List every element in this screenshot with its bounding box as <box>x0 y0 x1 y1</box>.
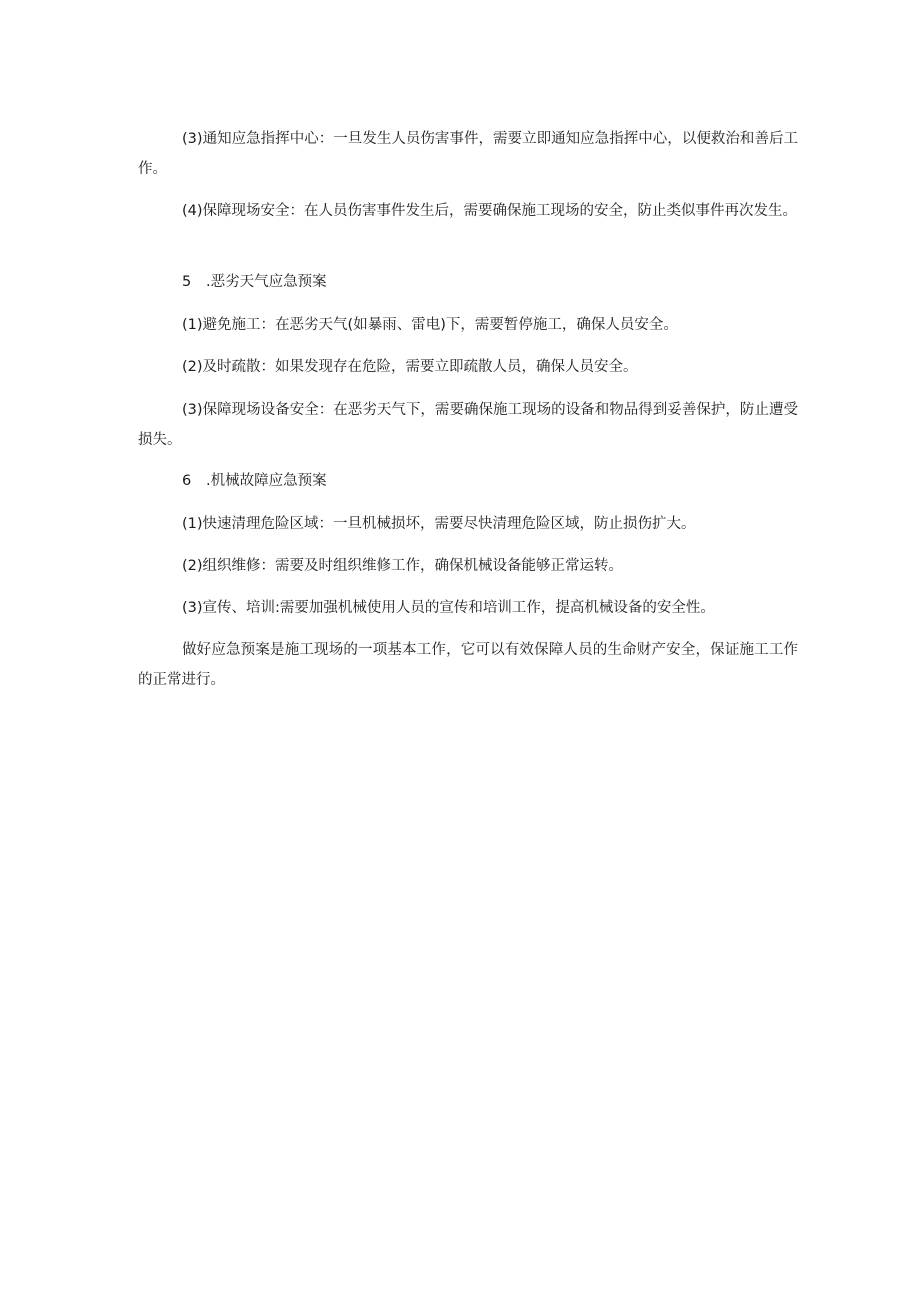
paragraph-organize-repair: (2)组织维修：需要及时组织维修工作，确保机械设备能够正常运转。 <box>182 558 624 574</box>
paragraph-avoid-construction: (1)避免施工：在恶劣天气(如暴雨、雷电)下，需要暂停施工，确保人员安全。 <box>182 317 678 333</box>
paragraph-site-safety: (4)保障现场安全：在人员伤害事件发生后，需要确保施工现场的安全，防止类似事件再次发生。 <box>182 203 798 219</box>
paragraph-equipment-safety: (3)保障现场设备安全：在恶劣天气下，需要确保施工现场的设备和物品得到妥善保护，防止遭受损失。 <box>138 402 798 448</box>
paragraph-evacuate: (2)及时疏散：如果发现存在危险，需要立即疏散人员，确保人员安全。 <box>182 359 638 375</box>
paragraph-training: (3)宣传、培训:需要加强机械使用人员的宣传和培训工作，提高机械设备的安全性。 <box>182 600 715 616</box>
paragraph-conclusion: 做好应急预案是施工现场的一项基本工作，它可以有效保障人员的生命财产安全，保证施工工作的正常进行。 <box>138 642 798 688</box>
section-title: .机械故障应急预案 <box>206 473 327 489</box>
section-heading-machine-failure <box>182 466 327 496</box>
paragraph-clear-danger-zone: (1)快速清理危险区域：一旦机械损坏，需要尽快清理危险区域，防止损伤扩大。 <box>182 516 696 532</box>
section-heading-bad-weather <box>182 267 327 297</box>
section-number: 6 <box>182 473 192 489</box>
paragraph-notify-command-center: (3)通知应急指挥中心：一旦发生人员伤害事件，需要立即通知应急指挥中心，以便救治和善后工作。 <box>138 131 798 177</box>
section-title: .恶劣天气应急预案 <box>206 274 327 290</box>
section-number: 5 <box>182 274 192 290</box>
